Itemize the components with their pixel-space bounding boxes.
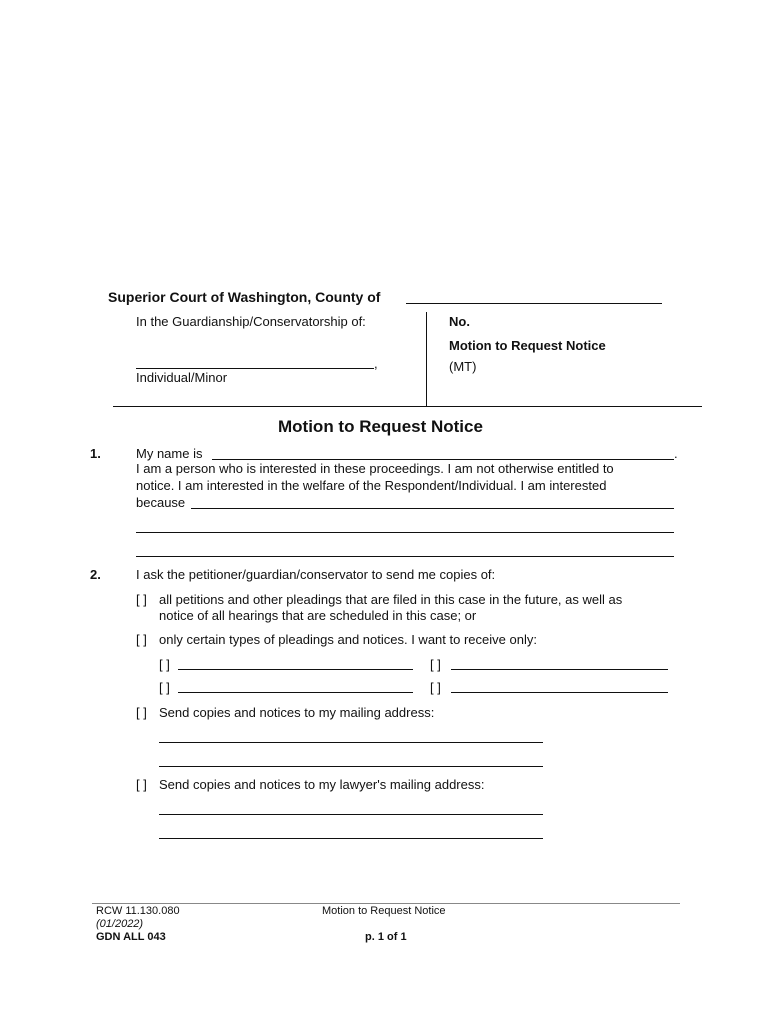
checkbox-mailing-address[interactable]: [ ] bbox=[136, 705, 147, 720]
because-field-line2[interactable] bbox=[136, 518, 674, 533]
checkbox-lawyer-address[interactable]: [ ] bbox=[136, 777, 147, 792]
mailing-address-field-1[interactable] bbox=[159, 728, 543, 743]
caption-bottom-rule bbox=[113, 406, 702, 407]
mailing-address-label: Send copies and notices to my mailing address: bbox=[159, 705, 435, 720]
footer-rule bbox=[92, 903, 680, 904]
option-all-line1: all petitions and other pleadings that are filed in this case in the future, as well as bbox=[159, 592, 623, 607]
type-field-1[interactable] bbox=[178, 655, 413, 670]
name-field[interactable] bbox=[212, 444, 674, 460]
checkbox-type-2[interactable]: [ ] bbox=[430, 657, 441, 672]
because-field-line1[interactable] bbox=[191, 494, 674, 509]
type-field-4[interactable] bbox=[451, 678, 668, 693]
section1-number: 1. bbox=[90, 446, 101, 461]
footer-form-code: GDN ALL 043 bbox=[96, 931, 166, 943]
case-number-label: No. bbox=[449, 314, 470, 329]
name-period: . bbox=[674, 446, 678, 461]
footer-date: (01/2022) bbox=[96, 918, 144, 930]
caption-doc-code: (MT) bbox=[449, 359, 477, 374]
lawyer-address-field-2[interactable] bbox=[159, 824, 543, 839]
guardianship-label: In the Guardianship/Conservatorship of: bbox=[136, 314, 366, 329]
individual-name-comma: , bbox=[374, 356, 378, 371]
checkbox-type-3[interactable]: [ ] bbox=[159, 680, 170, 695]
section2-number: 2. bbox=[90, 567, 101, 582]
option-certain: only certain types of pleadings and notices. I want to receive only: bbox=[159, 632, 537, 647]
type-field-3[interactable] bbox=[178, 678, 413, 693]
main-title: Motion to Request Notice bbox=[278, 417, 483, 436]
footer-page: p. 1 of 1 bbox=[365, 931, 407, 943]
individual-minor-label: Individual/Minor bbox=[136, 370, 228, 385]
checkbox-type-1[interactable]: [ ] bbox=[159, 657, 170, 672]
section1-line2: I am a person who is interested in these proceedings. I am not otherwise entitled to bbox=[136, 461, 614, 476]
option-all-line2: notice of all hearings that are scheduled in this case; or bbox=[159, 608, 477, 623]
section2-intro: I ask the petitioner/guardian/conservator to send me copies of: bbox=[136, 567, 496, 582]
lawyer-address-field-1[interactable] bbox=[159, 800, 543, 815]
footer-rcw: RCW 11.130.080 bbox=[96, 905, 180, 917]
because-field-line3[interactable] bbox=[136, 542, 674, 557]
individual-name-field[interactable] bbox=[136, 354, 374, 369]
footer-center-title: Motion to Request Notice bbox=[322, 905, 446, 917]
checkbox-type-4[interactable]: [ ] bbox=[430, 680, 441, 695]
name-prefix: My name is bbox=[136, 446, 203, 461]
county-field[interactable] bbox=[406, 289, 662, 304]
checkbox-certain-pleadings[interactable]: [ ] bbox=[136, 632, 147, 647]
type-field-2[interactable] bbox=[451, 655, 668, 670]
section1-line3: notice. I am interested in the welfare of the Respondent/Individual. I am interested bbox=[136, 478, 607, 493]
lawyer-address-label: Send copies and notices to my lawyer's mailing address: bbox=[159, 777, 485, 792]
caption-divider bbox=[426, 312, 427, 407]
caption-doc-title: Motion to Request Notice bbox=[449, 338, 606, 353]
because-label: because bbox=[136, 495, 186, 510]
court-heading: Superior Court of Washington, County of bbox=[108, 289, 381, 305]
checkbox-all-pleadings[interactable]: [ ] bbox=[136, 592, 147, 607]
mailing-address-field-2[interactable] bbox=[159, 752, 543, 767]
